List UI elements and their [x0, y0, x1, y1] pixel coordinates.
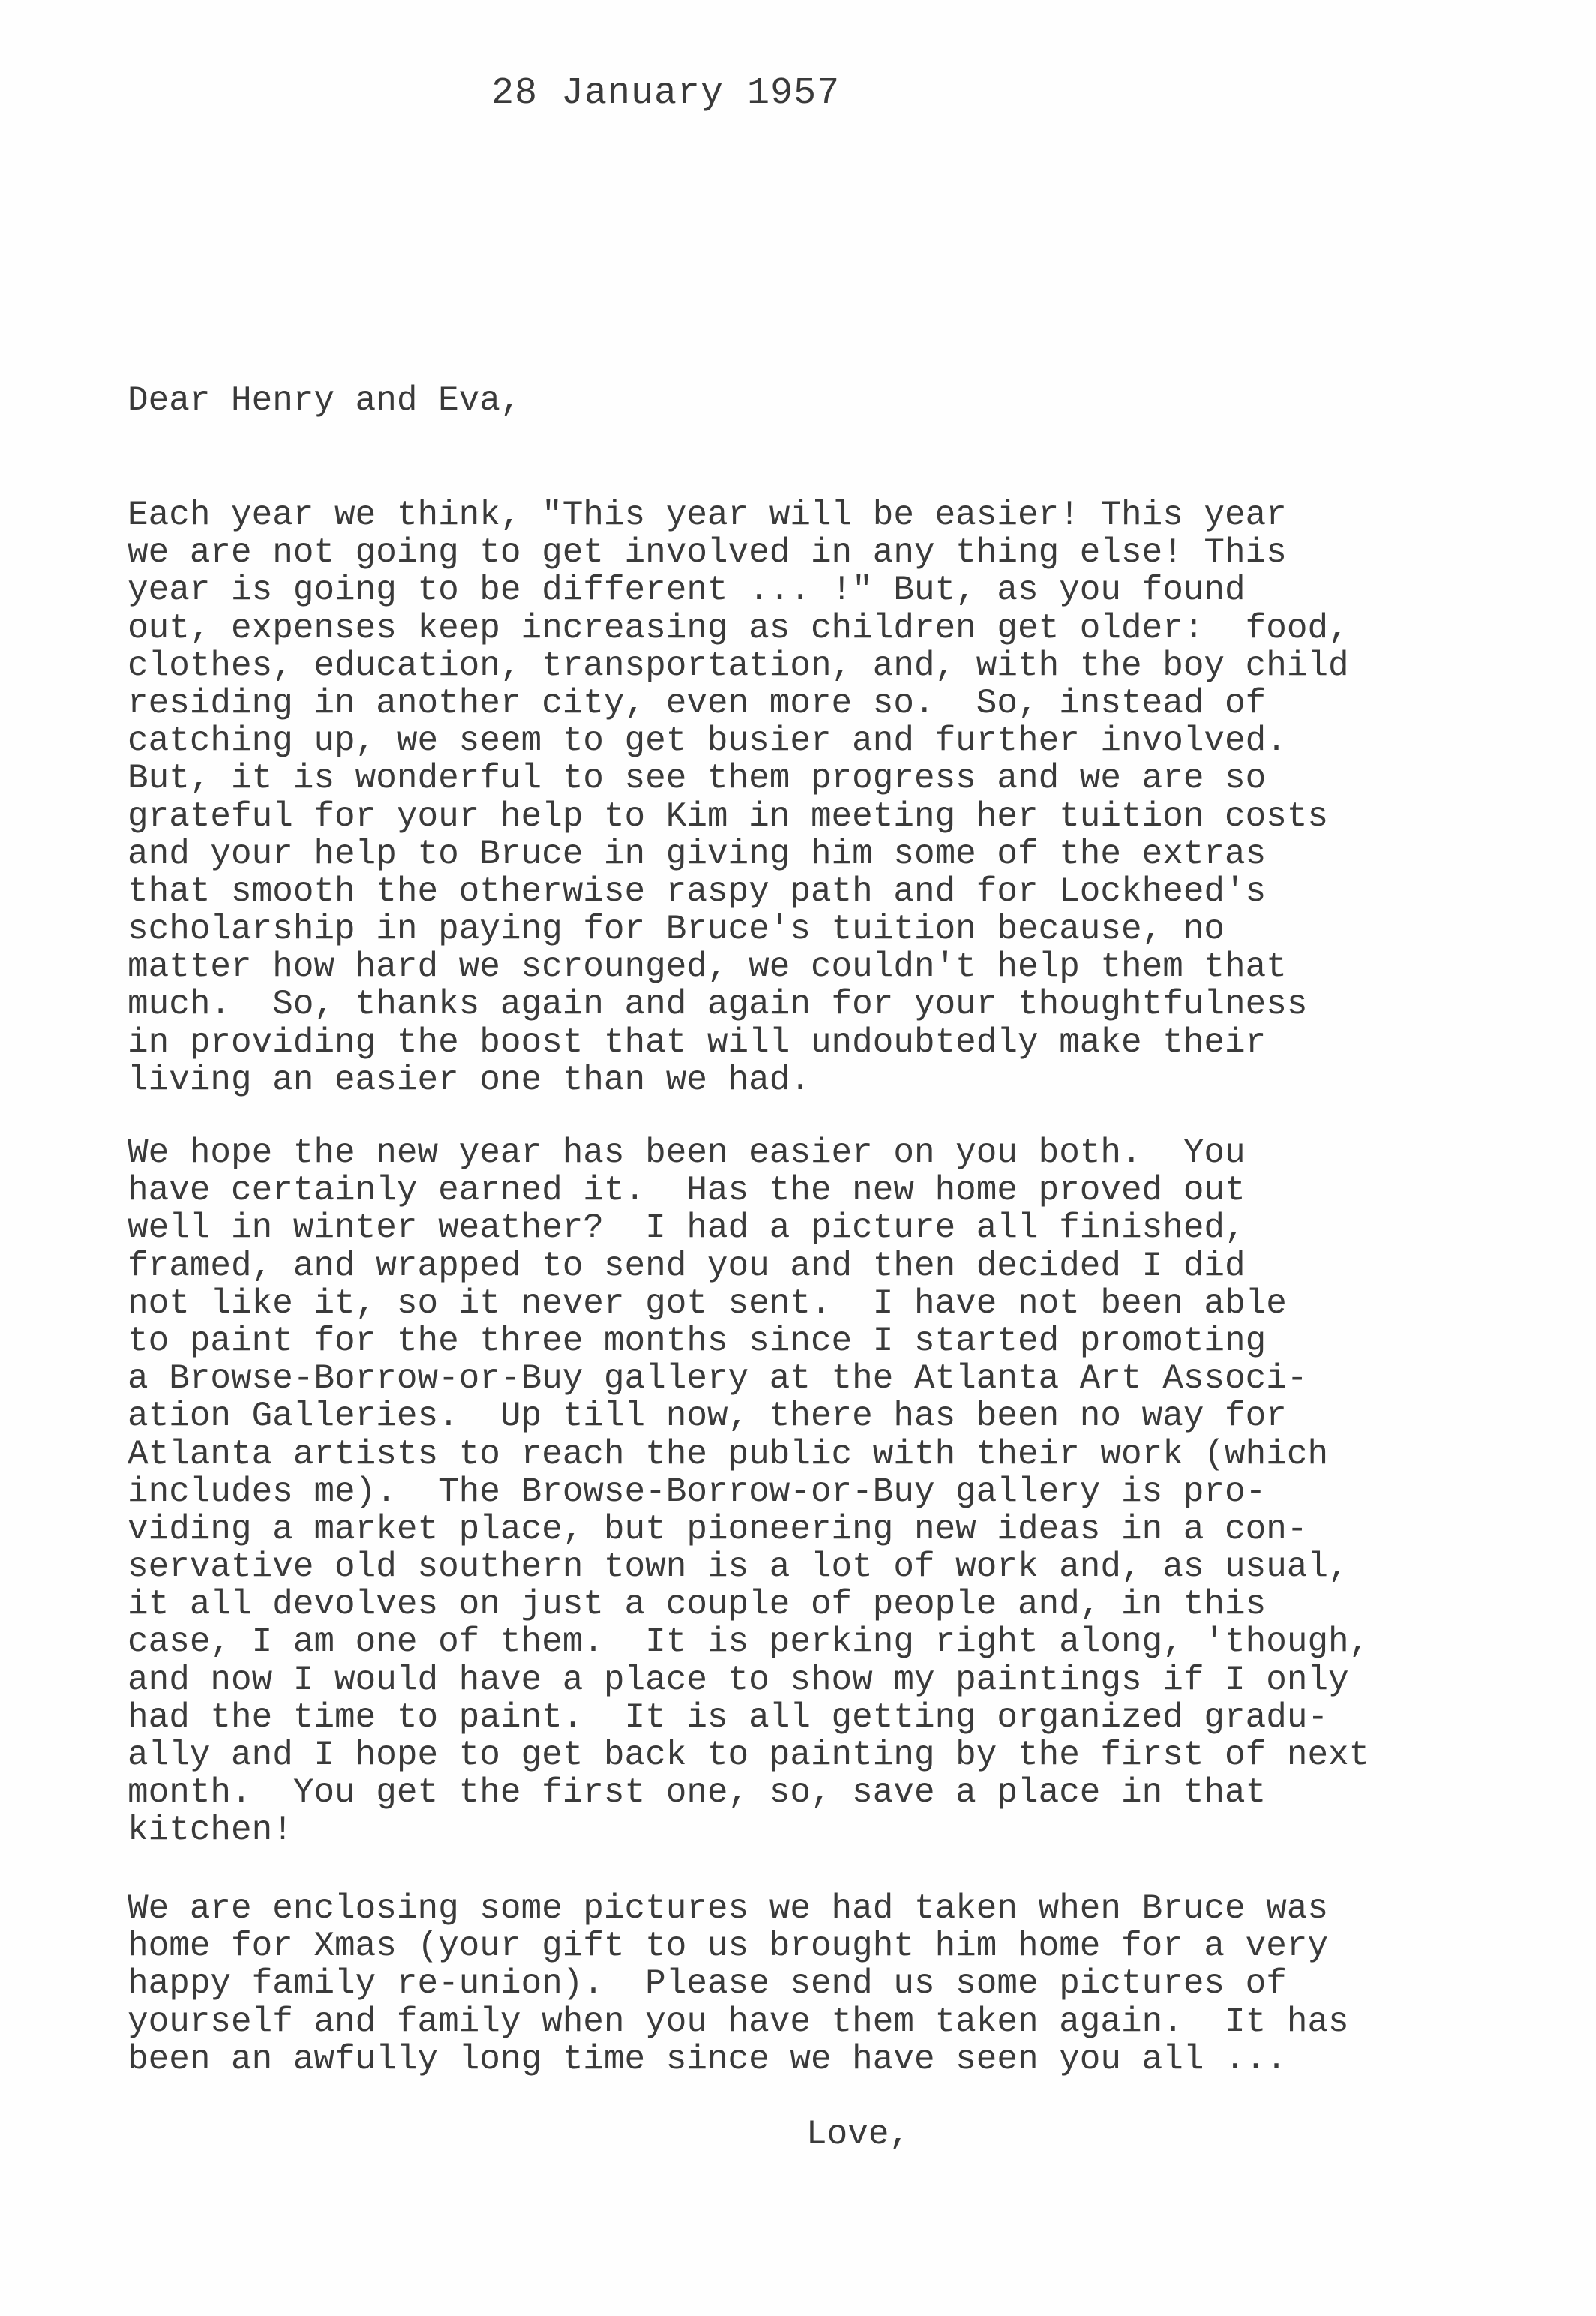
- text-line: been an awfully long time since we have seen you all ...: [128, 2039, 1287, 2079]
- text-line: framed, and wrapped to send you and then decided I did: [128, 1246, 1246, 1286]
- text-line: year is going to be different ... !" But, as you found: [128, 571, 1246, 610]
- text-line: viding a market place, but pioneering new ideas in a con-: [128, 1509, 1308, 1549]
- text-line: ally and I hope to get back to painting by the first of next: [128, 1736, 1370, 1774]
- text-line: not like it, so it never got sent. I have not been able: [128, 1283, 1287, 1323]
- text-line: living an easier one than we had.: [128, 1060, 811, 1100]
- text-line: kitchen!: [128, 1810, 293, 1850]
- text-line: it all devolves on just a couple of people and, in this: [128, 1585, 1267, 1624]
- text-line: Atlanta artists to reach the public with their work (which: [128, 1434, 1329, 1474]
- text-line: We hope the new year has been easier on you both. You: [128, 1133, 1246, 1172]
- text-line: servative old southern town is a lot of work and, as usual,: [128, 1547, 1349, 1587]
- text-line: we are not going to get involved in any thing else! This: [128, 533, 1287, 573]
- text-line: that smooth the otherwise raspy path and for Lockheed's: [128, 872, 1267, 911]
- text-line: well in winter weather? I had a picture all finished,: [128, 1208, 1246, 1248]
- letter-salutation: Dear Henry and Eva,: [128, 381, 521, 420]
- text-line: case, I am one of them. It is perking right along, 'though,: [128, 1622, 1370, 1662]
- text-line: home for Xmas (your gift to us brought him home for a very: [128, 1927, 1329, 1966]
- text-line: ation Galleries. Up till now, there has been no way for: [128, 1396, 1287, 1436]
- text-line: much. So, thanks again and again for your thoughtfulness: [128, 985, 1308, 1024]
- text-line: clothes, education, transportation, and, with the boy child: [128, 646, 1349, 686]
- text-line: and now I would have a place to show my paintings if I only: [128, 1660, 1349, 1700]
- text-line: out, expenses keep increasing as children get older: food,: [128, 608, 1349, 648]
- text-line: residing in another city, even more so. So, instead of: [128, 683, 1267, 723]
- letter-paragraph: [128, 496, 1349, 1099]
- text-line: includes me). The Browse-Borrow-or-Buy gallery is pro-: [128, 1472, 1267, 1511]
- text-line: had the time to paint. It is all getting organized gradu-: [128, 1697, 1329, 1737]
- letter-paragraph: [128, 1890, 1349, 2078]
- text-line: matter how hard we scrounged, we couldn't help them that: [128, 947, 1287, 987]
- text-line: catching up, we seem to get busier and further involved.: [128, 722, 1287, 761]
- text-line: and your help to Bruce in giving him some of the extras: [128, 834, 1267, 874]
- text-line: have certainly earned it. Has the new home proved out: [128, 1171, 1246, 1210]
- text-line: We are enclosing some pictures we had taken when Bruce was: [128, 1889, 1329, 1928]
- text-line: in providing the boost that will undoubtedly make their: [128, 1022, 1267, 1062]
- text-line: Each year we think, "This year will be easier! This year: [128, 496, 1287, 535]
- text-line: happy family re-union). Please send us some pictures of: [128, 1964, 1287, 2004]
- text-line: to paint for the three months since I started promoting: [128, 1321, 1267, 1360]
- letter-closing: Love,: [806, 2115, 910, 2154]
- text-line: a Browse-Borrow-or-Buy gallery at the Atlanta Art Associ-: [128, 1359, 1308, 1399]
- letter-paragraph: [128, 1134, 1370, 1850]
- text-line: yourself and family when you have them taken again. It has: [128, 2002, 1349, 2042]
- letter-date: 28 January 1957: [491, 72, 841, 115]
- text-line: But, it is wonderful to see them progress and we are so: [128, 759, 1267, 799]
- text-line: month. You get the first one, so, save a place in that: [128, 1773, 1267, 1813]
- text-line: scholarship in paying for Bruce's tuition because, no: [128, 910, 1226, 950]
- text-line: grateful for your help to Kim in meeting her tuition costs: [128, 796, 1329, 836]
